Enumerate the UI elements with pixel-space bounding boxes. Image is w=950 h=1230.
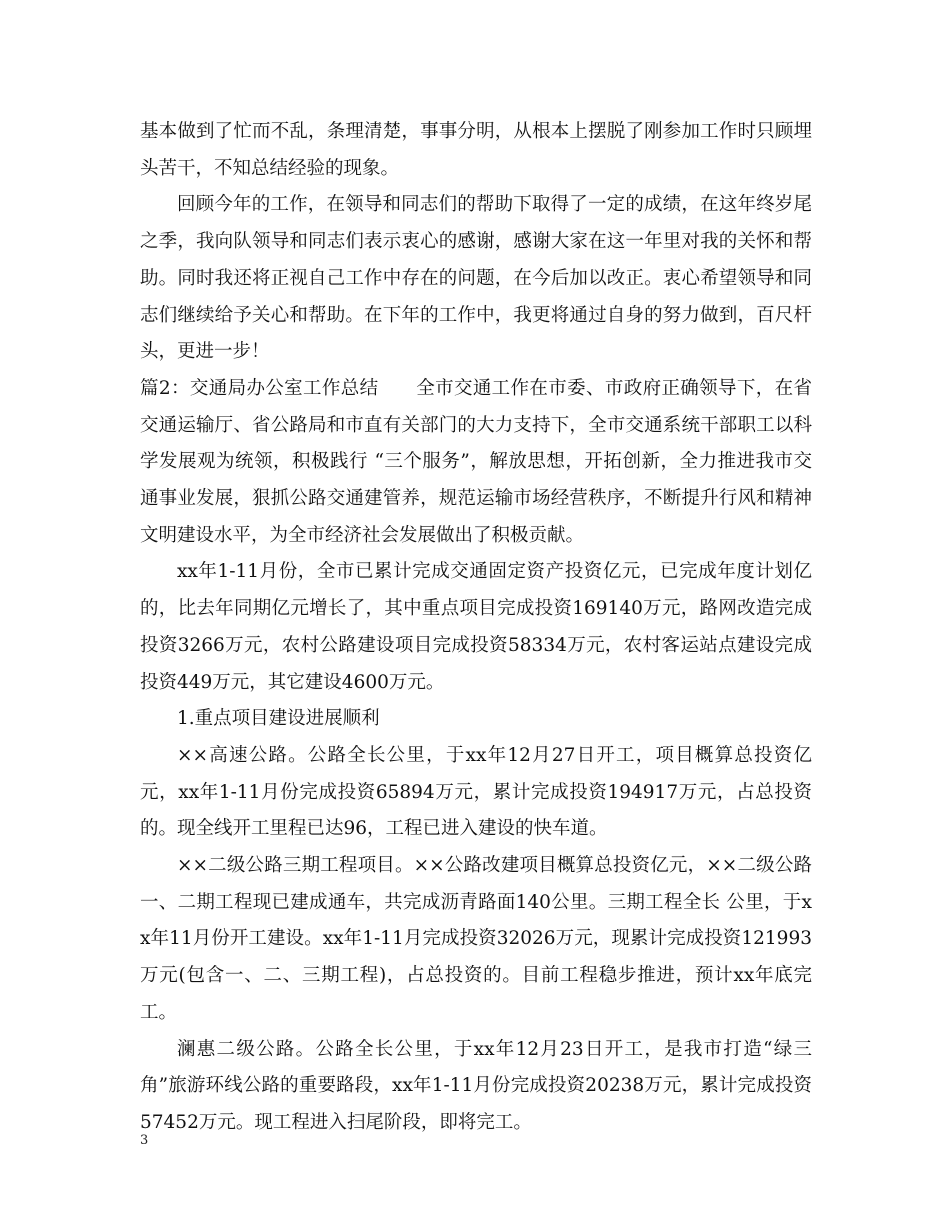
paragraph-4: xx年1-11月份，全市已累计完成交通固定资产投资亿元，已完成年度计划亿的，比去年同期亿元增长了，其中重点项目完成投资169140万元，路网改造完成投资3266万元，农村公路建设项目完成投资58334万元，农村客运站点建设完成投资449万元，其它建设4600万元。 [140,561,812,693]
paragraph-8: 澜惠二级公路。公路全长公里，于xx年12月23日开工，是我市打造“绿三角”旅游环线公路的重要路段，xx年1-11月份完成投资20238万元，累计完成投资57452万元。现工程进入扫尾阶段，即将完工。 [140,1038,812,1133]
paragraph-3: 篇2：交通局办公室工作总结 全市交通工作在市委、市政府正确领导下，在省交通运输厅、省公路局和市直有关部门的大力支持下，全市交通系统干部职工以科学发展观为统领，积极践行 “三个服务”，解放思想，开拓创新，全力推进我市交通事业发展，狠抓公路交通建管养，规范运输市场经营秩序，不断提升行风和精神文明建设水平，为全市经济社会发展做出了积极贡献。 [140,377,812,546]
paragraph-1: 基本做到了忙而不乱，条理清楚，事事分明，从根本上摆脱了刚参加工作时只顾埋头苦干，不知总结经验的现象。 [140,121,812,179]
page-number: 3 [140,1133,149,1148]
document-body [140,114,812,1142]
section-heading: 1.重点项目建设进展顺利 [177,708,380,730]
paragraph-6: ××高速公路。公路全长公里，于xx年12月27日开工，项目概算总投资亿元，xx年1-11月份完成投资65894万元，累计完成投资194917万元，占总投资的。现全线开工里程已达96，工程已进入建设的快车道。 [140,744,812,840]
paragraph-7: ××二级公路三期工程项目。××公路改建项目概算总投资亿元，××二级公路一、二期工程现已建成通车，共完成沥青路面140公里。三期工程全长 公里，于xx年11月份开工建设。xx年1-11月完成投资32026万元，现累计完成投资121993万元(包含一、二、三期工程)，占总投资的。目前工程稳步推进，预计xx年底完工。 [140,855,812,1023]
paragraph-2: 回顾今年的工作，在领导和同志们的帮助下取得了一定的成绩，在这年终岁尾之季，我向队领导和同志们表示衷心的感谢，感谢大家在这一年里对我的关怀和帮助。同时我还将正视自己工作中存在的问题，在今后加以改正。衷心希望领导和同志们继续给予关心和帮助。在下年的工作中，我更将通过自身的努力做到，百尺杆头，更进一步！ [140,194,812,363]
